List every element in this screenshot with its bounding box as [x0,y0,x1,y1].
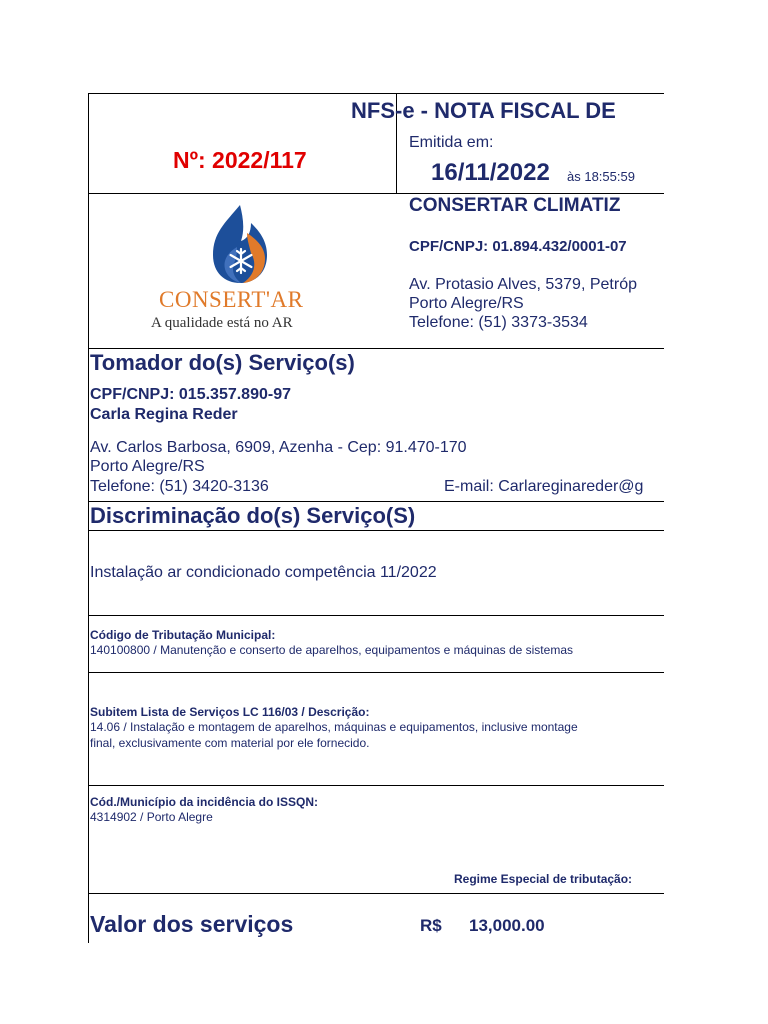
logo-name: CONSERT'AR [159,287,304,312]
recipient-name: Carla Regina Reder [90,406,238,423]
municipality-value: 4314902 / Porto Alegre [90,810,213,824]
issued-time: às 18:55:59 [567,169,635,184]
recipient-phone: Telefone: (51) 3420-3136 [90,478,269,495]
total-amount: 13,000.00 [469,916,545,935]
logo-tagline: A qualidade está no AR [151,315,293,331]
regime-label: Regime Especial de tributação: [454,872,633,886]
provider-cnpj: CPF/CNPJ: 01.894.432/0001-07 [409,238,627,255]
municipality-label: Cód./Município da incidência do ISSQN: [90,795,319,809]
provider-phone: Telefone: (51) 3373-3534 [409,314,588,331]
issued-date: 16/11/2022 [431,159,550,186]
recipient-section-title: Tomador do(s) Serviço(s) [90,350,355,375]
recipient-cpf: CPF/CNPJ: 015.357.890-97 [90,386,291,403]
recipient-city: Porto Alegre/RS [90,458,205,475]
invoice-number: Nº: 2022/117 [173,147,307,173]
subitem-label: Subitem Lista de Serviços LC 116/03 / Descrição: [90,705,370,719]
provider-name: CONSERTAR CLIMATIZ [409,195,621,216]
total-label: Valor dos serviços [90,911,294,937]
subitem-line-2: final, exclusivamente com material por ele fornecido. [90,736,370,750]
tax-code-label: Código de Tributação Municipal: [90,628,276,642]
total-currency: R$ [420,916,442,935]
service-description: Instalação ar condicionado competência 11/2022 [90,564,437,581]
tax-code-value: 140100800 / Manutenção e conserto de aparelhos, equipamentos e máquinas de sistemas [90,643,573,657]
document-title: NFS-e - NOTA FISCAL DE [351,98,616,123]
services-section-title: Discriminação do(s) Serviço(S) [90,503,416,528]
subitem-line-1: 14.06 / Instalação e montagem de aparelhos, máquinas e equipamentos, inclusive montage [90,720,578,734]
recipient-email: E-mail: Carlareginareder@g [444,478,644,495]
issued-label: Emitida em: [409,134,494,151]
provider-city: Porto Alegre/RS [409,295,524,312]
logo-flame-icon [205,203,275,285]
recipient-address: Av. Carlos Barbosa, 6909, Azenha - Cep: 91.470-170 [90,439,467,456]
provider-address: Av. Protasio Alves, 5379, Petróp [409,276,637,293]
